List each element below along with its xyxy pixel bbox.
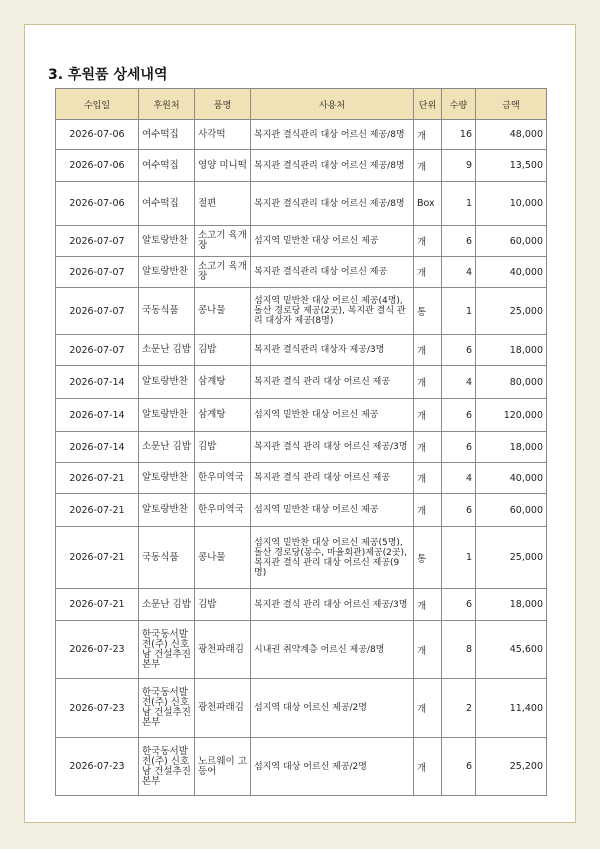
table-row — [56, 257, 547, 288]
cell-unit: 개 — [414, 120, 442, 150]
cell-use: 복지관 결식 관리 대상 어르신 제공/3명 — [251, 432, 414, 463]
cell-item: 소고기 육개장 — [195, 226, 251, 257]
cell-unit: 개 — [414, 738, 442, 796]
cell-date: 2026-07-14 — [56, 399, 139, 432]
cell-unit: 통 — [414, 288, 442, 335]
cell-amount: 45,600 — [476, 621, 547, 679]
cell-unit: 개 — [414, 366, 442, 399]
cell-date: 2026-07-21 — [56, 463, 139, 494]
cell-use: 복지관 결식관리 대상자 제공/3명 — [251, 335, 414, 366]
table-row — [56, 226, 547, 257]
cell-donor: 여수떡집 — [139, 120, 195, 150]
table-row — [56, 182, 547, 226]
cell-use: 섬지역 밑반찬 대상 어르신 제공(5명), 돌산 경로당(봉수, 마율회관)제공(2곳), 복지관 결식 관리 대상 어르신 제공(9명) — [251, 527, 414, 589]
cell-use: 복지관 결식 관리 대상 어르신 제공 — [251, 366, 414, 399]
cell-unit: 개 — [414, 257, 442, 288]
cell-use: 섬지역 밑반찬 대상 어르신 제공 — [251, 399, 414, 432]
table-row — [56, 288, 547, 335]
cell-amount: 11,400 — [476, 679, 547, 738]
header-unit: 단위 — [414, 89, 442, 120]
cell-donor: 국동식품 — [139, 288, 195, 335]
header-use: 사용처 — [251, 89, 414, 120]
cell-item: 김밥 — [195, 432, 251, 463]
cell-date: 2026-07-07 — [56, 335, 139, 366]
cell-amount: 18,000 — [476, 335, 547, 366]
cell-amount: 80,000 — [476, 366, 547, 399]
cell-amount: 48,000 — [476, 120, 547, 150]
table-row — [56, 432, 547, 463]
table-row — [56, 679, 547, 738]
cell-date: 2026-07-21 — [56, 527, 139, 589]
cell-unit: 개 — [414, 150, 442, 182]
cell-amount: 25,200 — [476, 738, 547, 796]
cell-amount: 18,000 — [476, 432, 547, 463]
cell-donor: 여수떡집 — [139, 150, 195, 182]
donation-detail-table — [55, 88, 547, 796]
cell-donor: 알토랑반찬 — [139, 494, 195, 527]
cell-item: 사각떡 — [195, 120, 251, 150]
cell-item: 노르웨이 고등어 — [195, 738, 251, 796]
table-row — [56, 738, 547, 796]
cell-use: 섬지역 밑반찬 대상 어르신 제공 — [251, 494, 414, 527]
cell-donor: 한국동서발전(주) 신호남 건설추진 본부 — [139, 679, 195, 738]
cell-date: 2026-07-23 — [56, 738, 139, 796]
cell-amount: 25,000 — [476, 527, 547, 589]
cell-item: 한우미역국 — [195, 494, 251, 527]
cell-item: 삼계탕 — [195, 366, 251, 399]
cell-unit: 통 — [414, 527, 442, 589]
table-row — [56, 621, 547, 679]
cell-qty: 1 — [442, 182, 476, 226]
cell-date: 2026-07-07 — [56, 288, 139, 335]
cell-unit: 개 — [414, 494, 442, 527]
cell-amount: 10,000 — [476, 182, 547, 226]
cell-item: 광천파래김 — [195, 621, 251, 679]
cell-qty: 6 — [442, 589, 476, 621]
cell-donor: 국동식품 — [139, 527, 195, 589]
cell-unit: Box — [414, 182, 442, 226]
cell-use: 섬지역 대상 어르신 제공/2명 — [251, 679, 414, 738]
table-row — [56, 589, 547, 621]
cell-date: 2026-07-06 — [56, 150, 139, 182]
cell-donor: 여수떡집 — [139, 182, 195, 226]
cell-use: 시내권 취약계층 어르신 제공/8명 — [251, 621, 414, 679]
cell-qty: 1 — [442, 527, 476, 589]
cell-date: 2026-07-21 — [56, 589, 139, 621]
cell-use: 복지관 결식관리 대상 어르신 제공/8명 — [251, 182, 414, 226]
table-row — [56, 399, 547, 432]
cell-amount: 60,000 — [476, 494, 547, 527]
cell-donor: 알토랑반찬 — [139, 366, 195, 399]
cell-unit: 개 — [414, 399, 442, 432]
cell-qty: 4 — [442, 366, 476, 399]
header-qty: 수량 — [442, 89, 476, 120]
cell-use: 섬지역 대상 어르신 제공/2명 — [251, 738, 414, 796]
cell-item: 한우미역국 — [195, 463, 251, 494]
cell-donor: 알토랑반찬 — [139, 463, 195, 494]
cell-donor: 알토랑반찬 — [139, 257, 195, 288]
header-donor: 후원처 — [139, 89, 195, 120]
cell-unit: 개 — [414, 621, 442, 679]
cell-use: 복지관 결식 관리 대상 어르신 제공/3명 — [251, 589, 414, 621]
cell-item: 영양 미니떡 — [195, 150, 251, 182]
cell-unit: 개 — [414, 226, 442, 257]
cell-use: 섬지역 밑반찬 대상 어르신 제공 — [251, 226, 414, 257]
cell-item: 광천파래김 — [195, 679, 251, 738]
table-row — [56, 150, 547, 182]
cell-qty: 6 — [442, 432, 476, 463]
cell-donor: 소문난 김밥 — [139, 589, 195, 621]
cell-item: 절편 — [195, 182, 251, 226]
cell-amount: 40,000 — [476, 257, 547, 288]
cell-date: 2026-07-23 — [56, 679, 139, 738]
cell-qty: 6 — [442, 335, 476, 366]
table-row — [56, 463, 547, 494]
cell-item: 소고기 육개장 — [195, 257, 251, 288]
cell-item: 김밥 — [195, 589, 251, 621]
cell-date: 2026-07-14 — [56, 366, 139, 399]
table-header-row — [56, 89, 547, 120]
section-title: 3. 후원품 상세내역 — [48, 67, 168, 83]
cell-qty: 8 — [442, 621, 476, 679]
table-row — [56, 494, 547, 527]
cell-qty: 4 — [442, 463, 476, 494]
cell-qty: 6 — [442, 738, 476, 796]
cell-date: 2026-07-06 — [56, 120, 139, 150]
table-row — [56, 120, 547, 150]
cell-amount: 25,000 — [476, 288, 547, 335]
cell-date: 2026-07-21 — [56, 494, 139, 527]
cell-amount: 40,000 — [476, 463, 547, 494]
cell-amount: 18,000 — [476, 589, 547, 621]
cell-unit: 개 — [414, 589, 442, 621]
header-amount: 금액 — [476, 89, 547, 120]
cell-item: 김밥 — [195, 335, 251, 366]
cell-unit: 개 — [414, 679, 442, 738]
cell-date: 2026-07-06 — [56, 182, 139, 226]
cell-item: 콩나물 — [195, 527, 251, 589]
cell-qty: 6 — [442, 399, 476, 432]
cell-donor: 알토랑반찬 — [139, 399, 195, 432]
cell-unit: 개 — [414, 463, 442, 494]
cell-qty: 16 — [442, 120, 476, 150]
cell-qty: 6 — [442, 226, 476, 257]
cell-qty: 6 — [442, 494, 476, 527]
cell-donor: 소문난 김밥 — [139, 335, 195, 366]
cell-unit: 개 — [414, 335, 442, 366]
cell-qty: 2 — [442, 679, 476, 738]
cell-date: 2026-07-14 — [56, 432, 139, 463]
cell-amount: 120,000 — [476, 399, 547, 432]
header-date: 수입일 — [56, 89, 139, 120]
cell-item: 삼계탕 — [195, 399, 251, 432]
cell-date: 2026-07-07 — [56, 226, 139, 257]
cell-donor: 한국동서발전(주) 신호남 건설추진 본부 — [139, 621, 195, 679]
cell-donor: 한국동서발전(주) 신호남 건설추진 본부 — [139, 738, 195, 796]
cell-use: 섬지역 밑반찬 대상 어르신 제공(4명), 돌산 경로당 제공(2곳), 복지관 결식 관리 대상자 제공(8명) — [251, 288, 414, 335]
cell-unit: 개 — [414, 432, 442, 463]
table-row — [56, 527, 547, 589]
cell-use: 복지관 결식관리 대상 어르신 제공 — [251, 257, 414, 288]
cell-use: 복지관 결식관리 대상 어르신 제공/8명 — [251, 150, 414, 182]
cell-date: 2026-07-07 — [56, 257, 139, 288]
cell-donor: 소문난 김밥 — [139, 432, 195, 463]
cell-donor: 알토랑반찬 — [139, 226, 195, 257]
cell-amount: 13,500 — [476, 150, 547, 182]
cell-qty: 1 — [442, 288, 476, 335]
cell-use: 복지관 결식관리 대상 어르신 제공/8명 — [251, 120, 414, 150]
cell-item: 콩나물 — [195, 288, 251, 335]
cell-date: 2026-07-23 — [56, 621, 139, 679]
cell-use: 복지관 결식 관리 대상 어르신 제공 — [251, 463, 414, 494]
table-row — [56, 335, 547, 366]
header-item: 품명 — [195, 89, 251, 120]
cell-qty: 9 — [442, 150, 476, 182]
cell-amount: 60,000 — [476, 226, 547, 257]
table-row — [56, 366, 547, 399]
cell-qty: 4 — [442, 257, 476, 288]
